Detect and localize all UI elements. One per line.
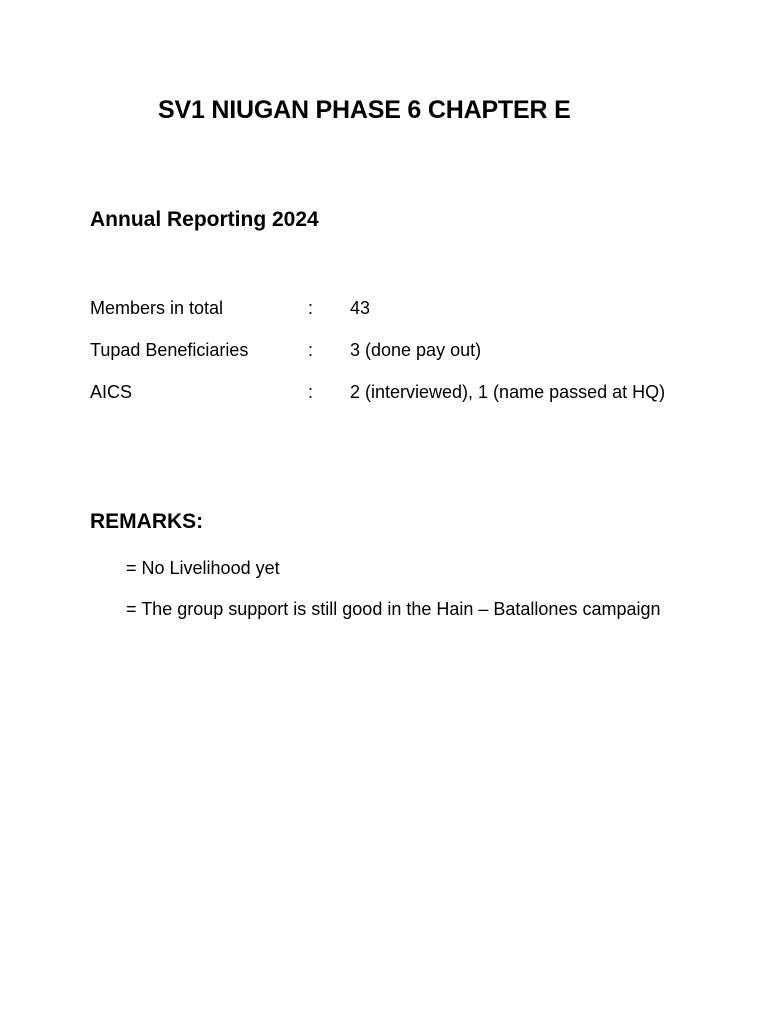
field-separator: : [308,340,314,360]
field-label: Members in total [90,298,224,318]
field-label: AICS [90,382,133,402]
remark-item: = The group support is still good in the Hain – Batallones campaign [126,599,661,619]
field-value: 2 (interviewed), 1 (name passed at HQ) [350,382,666,402]
page-title: SV1 NIUGAN PHASE 6 CHAPTER E [158,96,571,124]
field-label: Tupad Beneficiaries [90,340,249,360]
remark-item: = No Livelihood yet [126,558,280,578]
field-value: 3 (done pay out) [350,340,482,360]
report-subtitle: Annual Reporting 2024 [90,208,319,231]
field-separator: : [308,382,314,402]
field-value: 43 [350,298,371,318]
field-separator: : [308,298,314,318]
remarks-heading: REMARKS: [90,510,204,533]
